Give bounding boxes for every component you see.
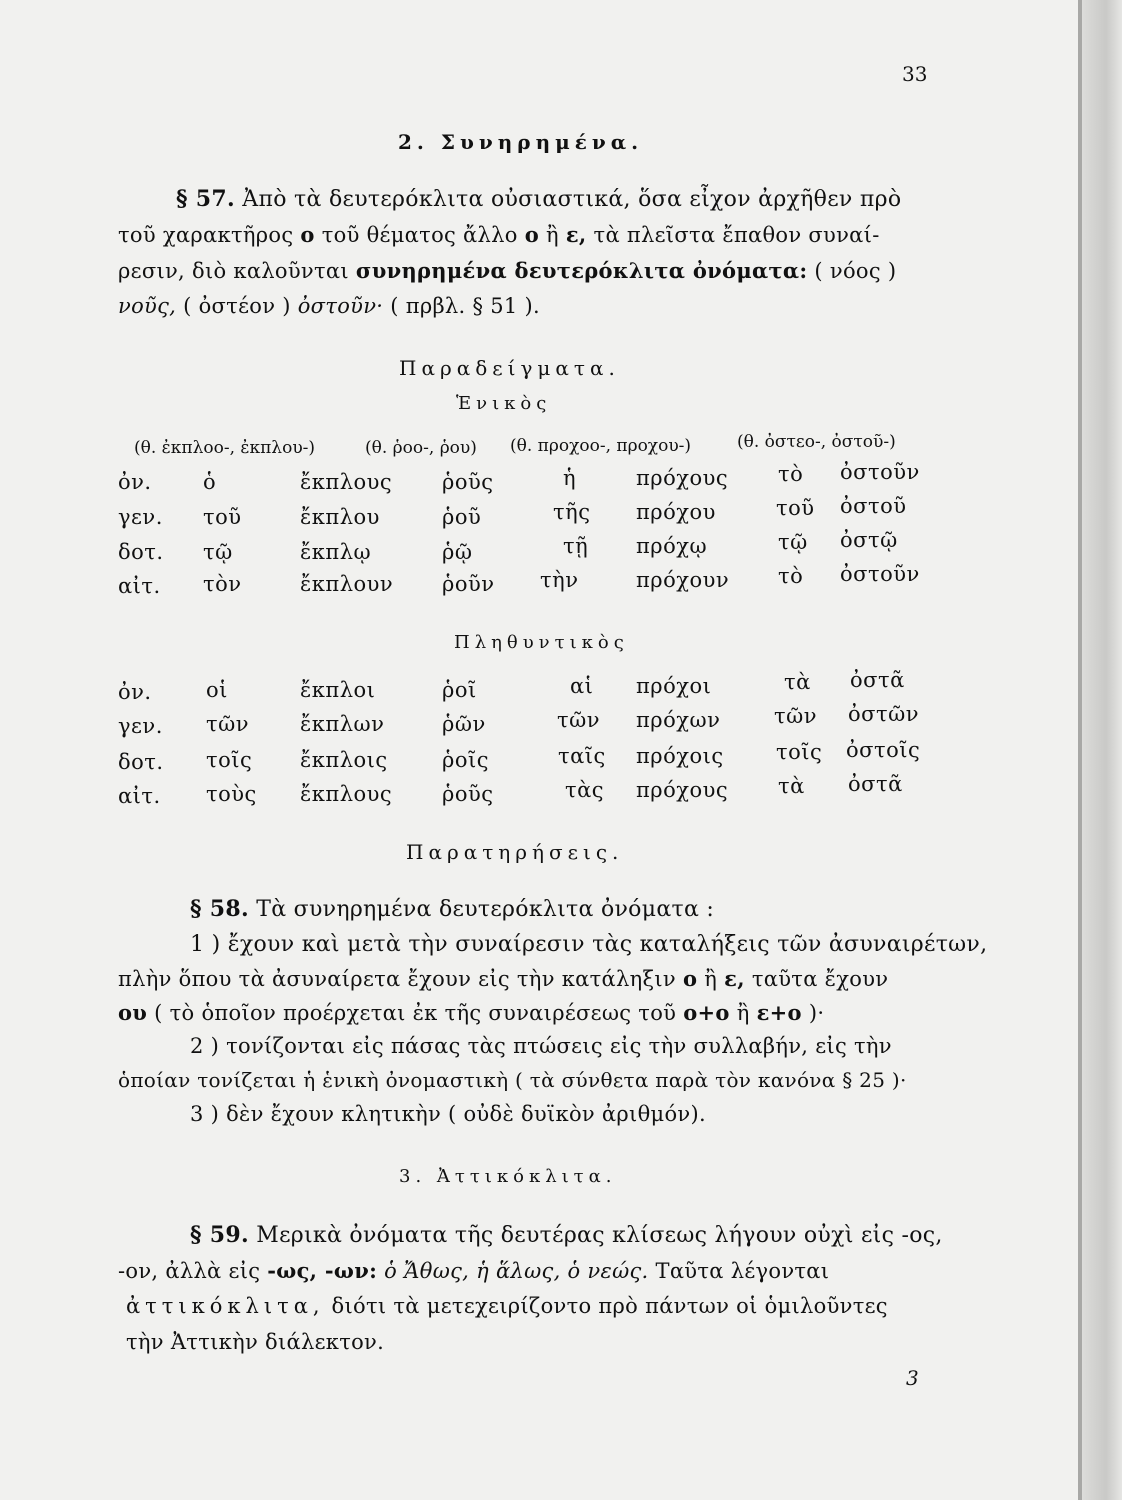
noun-form: πρόχοις bbox=[636, 744, 724, 768]
article: οἱ bbox=[206, 678, 228, 702]
text: -ον, ἀλλὰ εἰς bbox=[118, 1259, 261, 1283]
text: ( νόος ) bbox=[814, 259, 897, 283]
text: ὁ Ἄθως, ἡ ἅλως, ὁ νεώς. bbox=[384, 1259, 649, 1283]
text: ἢ bbox=[736, 1001, 750, 1025]
noun-form: πρόχους bbox=[636, 778, 729, 802]
article: τῇ bbox=[563, 534, 589, 558]
noun-form: ῥοῦς bbox=[442, 782, 494, 806]
page-edge-shadow bbox=[1078, 0, 1082, 1500]
article: τῆς bbox=[553, 500, 591, 524]
paragraph-59-line-1 bbox=[190, 1222, 943, 1248]
article: τὸ bbox=[778, 564, 804, 588]
noun-form: ἔκπλοις bbox=[300, 748, 388, 772]
article: ὁ bbox=[203, 470, 217, 494]
text: τοῦ θέματος ἄλλο bbox=[321, 223, 518, 247]
noun-form: ῥοῦ bbox=[442, 505, 482, 529]
noun-form: πρόχουν bbox=[636, 568, 730, 592]
text: Τὰ συνηρημένα δευτερόκλιτα ὀνόματα : bbox=[256, 897, 715, 922]
text: )· bbox=[808, 1001, 825, 1025]
term: -ως, -ων: bbox=[267, 1258, 378, 1283]
article: τοῖς bbox=[206, 748, 253, 772]
noun-form: πρόχου bbox=[636, 500, 716, 524]
noun-form: ἔκπλοι bbox=[300, 678, 376, 702]
paragraph-58-item-3: 3 ) δὲν ἔχουν κλητικὴν ( οὐδὲ δυϊκὸν ἀριθμόν). bbox=[190, 1102, 706, 1126]
letter: ου bbox=[118, 1000, 148, 1025]
heading-paradeigmata: Παραδείγματα. bbox=[399, 356, 620, 380]
paragraph-57-line-2 bbox=[118, 222, 880, 247]
article: τὰ bbox=[778, 774, 805, 798]
section-title-synērēmena: 2. Συνηρημένα. bbox=[398, 130, 644, 154]
paragraph-59-line-2 bbox=[118, 1258, 829, 1283]
paragraph-57-line-3 bbox=[118, 258, 896, 283]
paragraph-number: § 58. bbox=[190, 896, 249, 922]
case-label: δοτ. bbox=[118, 540, 164, 564]
noun-form: ῥῶν bbox=[442, 712, 486, 736]
paragraph-58-item-1-line-3 bbox=[118, 1000, 824, 1025]
noun-form: ἔκπλου bbox=[300, 505, 380, 529]
article: ἡ bbox=[563, 466, 577, 490]
article: τὴν bbox=[540, 568, 579, 592]
letter: ε, bbox=[565, 222, 587, 247]
article: αἱ bbox=[570, 674, 594, 698]
article: τοῦ bbox=[776, 496, 815, 520]
paragraph-58-intro bbox=[190, 896, 714, 922]
text: ( τὸ ὁποῖον προέρχεται ἐκ τῆς συναιρέσεως τοῦ bbox=[154, 1001, 677, 1025]
text: ρεσιν, διὸ καλοῦνται bbox=[118, 259, 349, 283]
noun-form: ῥῷ bbox=[442, 540, 473, 564]
article: τὸν bbox=[203, 572, 242, 596]
paragraph-58-item-1-line-2 bbox=[118, 966, 888, 991]
noun-form: ῥοῦς bbox=[442, 470, 494, 494]
case-label: γεν. bbox=[118, 505, 163, 529]
text: τὰ πλεῖστα ἔπαθον συναί- bbox=[593, 223, 880, 247]
noun-form: ῥοῖ bbox=[442, 678, 477, 702]
noun-form: ὀστοῦ bbox=[840, 494, 907, 518]
letter: ο bbox=[524, 222, 539, 247]
text: πλὴν ὅπου τὰ ἀσυναίρετα ἔχουν εἰς τὴν κατάληξιν bbox=[118, 967, 676, 991]
term: συνηρημένα δευτερόκλιτα ὀνόματα: bbox=[355, 258, 808, 283]
text: νοῦς, bbox=[118, 294, 177, 318]
text: ἢ bbox=[545, 223, 559, 247]
page-number: 33 bbox=[902, 62, 928, 86]
noun-form: ἔκπλους bbox=[300, 782, 393, 806]
letter: ο bbox=[682, 966, 698, 991]
paragraph-number: § 59. bbox=[190, 1222, 249, 1248]
text: ἢ bbox=[704, 967, 718, 991]
noun-form: ἔκπλους bbox=[300, 470, 393, 494]
stem-prochous: (θ. προχοο-, προχου-) bbox=[510, 436, 692, 456]
text: ὀστοῦν· bbox=[297, 294, 384, 318]
article: τὸ bbox=[778, 462, 804, 486]
noun-form: ὀστοῖς bbox=[846, 738, 921, 762]
noun-form: ἔκπλῳ bbox=[300, 540, 372, 564]
case-label: αἰτ. bbox=[118, 574, 161, 598]
noun-form: ὀστοῦν bbox=[840, 562, 920, 586]
stem-ekplous: (θ. ἐκπλοο-, ἐκπλου-) bbox=[134, 438, 316, 458]
article: τῶν bbox=[557, 708, 601, 732]
text: Ἀπὸ τὰ δευτερόκλιτα οὐσιαστικά, ὅσα εἶχον ἀρχῆθεν πρὸ bbox=[242, 187, 902, 212]
article: τοῦ bbox=[203, 505, 242, 529]
heading-observations: Παρατηρήσεις. bbox=[406, 840, 624, 864]
paragraph-58-item-2-line-2: ὁποίαν τονίζεται ἡ ἑνικὴ ὀνομαστικὴ ( τὰ σύνθετα παρὰ τὸν κανόνα § 25 )· bbox=[118, 1068, 907, 1092]
case-label: γεν. bbox=[118, 714, 163, 738]
article: τῷ bbox=[203, 540, 233, 564]
case-label: δοτ. bbox=[118, 750, 164, 774]
heading-singular: Ἑνικὸς bbox=[456, 393, 552, 414]
footer-signature: 3 bbox=[906, 1366, 919, 1390]
letter: ο bbox=[300, 222, 315, 247]
text: τοῦ χαρακτῆρος bbox=[118, 223, 294, 247]
noun-form: ὀστῶν bbox=[848, 702, 919, 726]
letter: ε, bbox=[724, 966, 745, 991]
noun-form: πρόχους bbox=[636, 466, 729, 490]
text: ταῦτα ἔχουν bbox=[751, 967, 889, 991]
paragraph-59-line-4: τὴν Ἀττικὴν διάλεκτον. bbox=[126, 1330, 385, 1354]
article: τοῖς bbox=[776, 740, 823, 764]
paragraph-58-item-1-line-1: 1 ) ἔχουν καὶ μετὰ τὴν συναίρεσιν τὰς καταλήξεις τῶν ἀσυναιρέτων, bbox=[190, 932, 988, 957]
noun-form: ἔκπλων bbox=[300, 712, 385, 736]
paragraph-59-line-3 bbox=[126, 1294, 888, 1318]
article: τῶν bbox=[206, 712, 250, 736]
noun-form: ὀστᾶ bbox=[850, 668, 905, 692]
text: Μερικὰ ὀνόματα τῆς δευτέρας κλίσεως λήγουν οὐχὶ εἰς -ος, bbox=[256, 1223, 943, 1248]
noun-form: πρόχων bbox=[636, 708, 721, 732]
paragraph-number: § 57. bbox=[176, 186, 235, 212]
term: ἀττικόκλιτα, bbox=[126, 1294, 325, 1318]
letter: ε+ο bbox=[756, 1000, 802, 1025]
stem-ostoun: (θ. ὀστεο-, ὀστοῦ-) bbox=[737, 432, 896, 452]
case-label: αἰτ. bbox=[118, 784, 161, 808]
noun-form: πρόχοι bbox=[636, 674, 712, 698]
text: ( πρβλ. § 51 ). bbox=[390, 294, 541, 318]
case-label: ὀν. bbox=[118, 680, 152, 704]
heading-plural: Πληθυντικὸς bbox=[454, 632, 629, 653]
article: τῶν bbox=[774, 704, 818, 728]
text: Ταῦτα λέγονται bbox=[655, 1259, 830, 1283]
noun-form: ὀστᾶ bbox=[848, 772, 903, 796]
page-edge bbox=[1082, 0, 1122, 1500]
paragraph-58-item-2-line-1: 2 ) τονίζονται εἰς πάσας τὰς πτώσεις εἰς τὴν συλλαβήν, εἰς τὴν bbox=[190, 1034, 892, 1058]
section-title-attikoklita: 3. Ἀττικόκλιτα. bbox=[399, 1166, 617, 1187]
article: τὰς bbox=[565, 778, 605, 802]
letter: ο+ο bbox=[683, 1000, 730, 1025]
paragraph-57-line-4 bbox=[118, 294, 540, 318]
article: τοὺς bbox=[206, 782, 257, 806]
text: διότι τὰ μετεχειρίζοντο πρὸ πάντων οἱ ὁμιλοῦντες bbox=[331, 1294, 888, 1318]
article: τὰ bbox=[784, 670, 811, 694]
case-label: ὀν. bbox=[118, 470, 152, 494]
noun-form: ὀστοῦν bbox=[840, 460, 920, 484]
noun-form: ῥοῦν bbox=[442, 572, 495, 596]
article: ταῖς bbox=[558, 744, 606, 768]
stem-rous: (θ. ῥοο-, ῥου) bbox=[365, 438, 477, 458]
noun-form: ἔκπλουν bbox=[300, 572, 394, 596]
noun-form: ῥοῖς bbox=[442, 748, 489, 772]
text: ( ὀστέον ) bbox=[183, 294, 291, 318]
noun-form: πρόχῳ bbox=[636, 534, 708, 558]
noun-form: ὀστῷ bbox=[840, 528, 898, 552]
article: τῷ bbox=[778, 530, 808, 554]
paragraph-57-line-1 bbox=[176, 186, 901, 212]
